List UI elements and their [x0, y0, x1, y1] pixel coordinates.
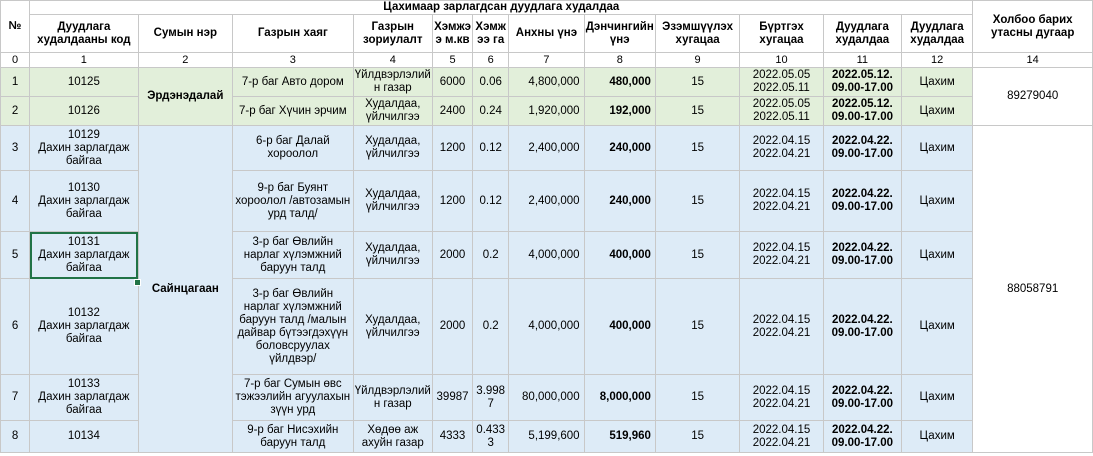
row-price[interactable]: 4,800,000	[509, 68, 584, 97]
table-row	[1, 68, 1093, 97]
row-price[interactable]: 4,000,000	[509, 279, 584, 375]
row-term[interactable]: 15	[655, 232, 739, 279]
reg-start: 2022.05.05	[752, 69, 811, 81]
header-ha[interactable]: Хэмжээ га	[473, 15, 509, 53]
header-price[interactable]: Анхны үнэ	[509, 15, 584, 53]
row-ha[interactable]: 0.06	[473, 68, 509, 97]
reg-end: 2022.04.21	[752, 148, 811, 160]
row-price[interactable]: 80,000,000	[509, 375, 584, 421]
index-cell[interactable]: 9	[655, 53, 739, 68]
auction-day: 2022.04.22.	[831, 188, 893, 200]
row-type[interactable]: Цахим	[902, 171, 973, 232]
row-price[interactable]: 2,400,000	[509, 171, 584, 232]
row-registration[interactable]	[740, 68, 823, 97]
row-no[interactable]: 1	[1, 68, 30, 97]
auction-day: 2022.04.22.	[831, 313, 893, 326]
row-registration[interactable]	[740, 97, 823, 126]
header-code[interactable]: Дуудлага худалдааны код	[30, 15, 138, 53]
reg-end: 2022.05.11	[753, 111, 810, 123]
row-term[interactable]: 15	[655, 421, 739, 453]
index-cell[interactable]: 0	[1, 53, 30, 68]
auction-day: 2022.05.12.	[831, 69, 893, 81]
reg-end: 2022.05.11	[753, 82, 810, 94]
row-m2[interactable]: 4333	[432, 421, 472, 453]
reg-start: 2022.04.15	[752, 135, 811, 147]
row-registration[interactable]	[740, 232, 823, 279]
reg-start: 2022.04.15	[752, 313, 811, 326]
row-auction-date[interactable]	[823, 375, 901, 421]
row-no[interactable]: 4	[1, 171, 30, 232]
row-type[interactable]: Цахим	[902, 126, 973, 171]
row-registration[interactable]	[740, 375, 823, 421]
code-number: 10131	[67, 235, 100, 248]
row-deposit[interactable]: 8,000,000	[584, 375, 655, 421]
code-number: 10133	[67, 378, 100, 390]
row-term[interactable]: 15	[655, 126, 739, 171]
row-purpose[interactable]: Худалдаа, үйлчилгээ	[353, 232, 432, 279]
index-cell[interactable]: 1	[30, 53, 138, 68]
row-no[interactable]: 2	[1, 97, 30, 126]
row-m2[interactable]: 1200	[432, 126, 472, 171]
row-code[interactable]: 10125	[30, 68, 138, 97]
row-code[interactable]: 10126	[30, 97, 138, 126]
code-number: 10130	[67, 181, 100, 194]
sum-name[interactable]: Эрдэнэдалай	[138, 68, 232, 126]
table-row	[1, 126, 1093, 171]
auction-hours: 09.00-17.00	[831, 111, 894, 123]
row-deposit[interactable]: 400,000	[584, 232, 655, 279]
row-deposit[interactable]: 519,960	[584, 421, 655, 453]
row-type[interactable]: Цахим	[902, 279, 973, 375]
row-m2[interactable]: 6000	[432, 68, 472, 97]
row-purpose[interactable]: Үйлдвэрлэлийн газар	[353, 375, 432, 421]
row-auction-date[interactable]	[823, 126, 901, 171]
row-m2[interactable]: 2400	[432, 97, 472, 126]
row-address[interactable]: 3-р баг Өвлийн нарлаг хүлэмжний баруун талд	[233, 232, 354, 279]
row-address[interactable]: 9-р баг Нисэхийн баруун талд	[233, 421, 354, 453]
auction-hours: 09.00-17.00	[831, 148, 894, 160]
auction-hours: 09.00-17.00	[831, 255, 894, 267]
index-cell[interactable]: 10	[740, 53, 823, 68]
header-address[interactable]: Газрын хаяг	[233, 15, 354, 53]
reg-end: 2022.04.21	[752, 201, 811, 213]
code-note: Дахин зарлагдаж байгаа	[38, 194, 130, 220]
row-term[interactable]: 15	[655, 279, 739, 375]
row-registration[interactable]	[740, 171, 823, 232]
row-price[interactable]: 5,199,600	[509, 421, 584, 453]
row-ha[interactable]: 0.2	[473, 232, 509, 279]
row-no[interactable]: 6	[1, 279, 30, 375]
index-cell[interactable]: 4	[353, 53, 432, 68]
row-type[interactable]: Цахим	[902, 375, 973, 421]
header-auction-date[interactable]: Дуудлага худалдаа	[823, 15, 901, 53]
row-type[interactable]: Цахим	[902, 232, 973, 279]
row-auction-date[interactable]	[823, 232, 901, 279]
row-registration[interactable]	[740, 421, 823, 453]
row-term[interactable]: 15	[655, 171, 739, 232]
row-type[interactable]: Цахим	[902, 68, 973, 97]
header-no[interactable]: №	[1, 1, 30, 53]
row-purpose[interactable]: Худалдаа, үйлчилгээ	[353, 279, 432, 375]
row-ha[interactable]: 0.24	[473, 97, 509, 126]
code-note: Дахин зарлагдаж байгаа	[38, 320, 130, 345]
index-cell[interactable]: 8	[584, 53, 655, 68]
auction-day: 2022.04.22.	[831, 423, 893, 436]
index-cell[interactable]: 7	[509, 53, 584, 68]
auction-hours: 09.00-17.00	[831, 326, 894, 339]
row-price[interactable]: 2,400,000	[509, 126, 584, 171]
auction-hours: 09.00-17.00	[831, 82, 894, 94]
index-cell[interactable]: 11	[823, 53, 901, 68]
auction-day: 2022.04.22.	[831, 242, 893, 254]
auction-hours: 09.00-17.00	[831, 201, 894, 213]
code-number: 10129	[67, 128, 100, 141]
row-no[interactable]: 5	[1, 232, 30, 279]
contact-phone[interactable]: 88058791	[973, 126, 1093, 453]
auction-day: 2022.04.22.	[831, 384, 893, 397]
code-note: Дахин зарлагдаж байгаа	[38, 248, 130, 274]
reg-end: 2022.04.21	[752, 436, 811, 449]
row-address[interactable]: 9-р баг Буянт хороолол /автозамын урд талд/	[233, 171, 354, 232]
row-no[interactable]: 8	[1, 421, 30, 453]
index-row	[1, 53, 1093, 68]
index-cell[interactable]: 3	[233, 53, 354, 68]
reg-start: 2022.05.05	[752, 98, 811, 110]
row-address[interactable]: 3-р баг Өвлийн нарлаг хүлэмжний баруун талд /малын дайвар бүтээгдэхүүн боловсруулах үйлдвэр/	[233, 279, 354, 375]
reg-start: 2022.04.15	[752, 384, 811, 397]
row-address[interactable]: 6-р баг Далай хороолол	[233, 126, 354, 171]
header-m2[interactable]: Хэмжээ м.кв	[432, 15, 472, 53]
header-title[interactable]: Цахимаар зарлагдсан дуудлага худалдаа	[30, 1, 973, 15]
row-address[interactable]: 7-р баг Авто дором	[233, 68, 354, 97]
row-type[interactable]: Цахим	[902, 421, 973, 453]
row-auction-date[interactable]	[823, 171, 901, 232]
row-code[interactable]	[30, 171, 138, 232]
row-auction-date[interactable]	[823, 97, 901, 126]
sum-name[interactable]: Сайнцагаан	[138, 126, 232, 453]
code-note: Дахин зарлагдаж байгаа	[38, 391, 130, 416]
code-number: 10132	[67, 307, 100, 319]
row-code[interactable]	[30, 375, 138, 421]
header-auction-type[interactable]: Дуудлага худалдаа	[902, 15, 973, 53]
auction-day: 2022.04.22.	[831, 135, 893, 147]
row-price[interactable]: 1,920,000	[509, 97, 584, 126]
row-type[interactable]: Цахим	[902, 97, 973, 126]
header-term[interactable]: Эзэмшүүлэх хугацаа	[655, 15, 739, 53]
row-m2[interactable]: 1200	[432, 171, 472, 232]
row-no[interactable]: 3	[1, 126, 30, 171]
row-code[interactable]	[30, 279, 138, 375]
row-term[interactable]: 15	[655, 375, 739, 421]
index-cell[interactable]: 12	[902, 53, 973, 68]
fill-handle[interactable]	[134, 279, 141, 286]
auction-day: 2022.05.12.	[831, 98, 893, 110]
row-term[interactable]: 15	[655, 68, 739, 97]
row-registration[interactable]	[740, 126, 823, 171]
contact-phone[interactable]: 89279040	[973, 68, 1093, 126]
header-sum[interactable]: Сумын нэр	[138, 15, 232, 53]
row-ha[interactable]: 0.2	[473, 279, 509, 375]
row-ha[interactable]: 0.4333	[473, 421, 509, 453]
row-ha[interactable]: 3.9987	[473, 375, 509, 421]
reg-end: 2022.04.21	[752, 326, 811, 339]
row-registration[interactable]	[740, 279, 823, 375]
row-address[interactable]: 7-р баг Хүчин эрчим	[233, 97, 354, 126]
auction-hours: 09.00-17.00	[831, 397, 894, 410]
row-purpose[interactable]: Үйлдвэрлэлийн газар	[353, 68, 432, 97]
reg-start: 2022.04.15	[752, 188, 811, 200]
row-deposit[interactable]: 400,000	[584, 279, 655, 375]
row-ha[interactable]: 0.12	[473, 126, 509, 171]
row-ha[interactable]: 0.12	[473, 171, 509, 232]
row-price[interactable]: 4,000,000	[509, 232, 584, 279]
row-code[interactable]: 10134	[30, 421, 138, 453]
row-purpose[interactable]: Худалдаа, үйлчилгээ	[353, 97, 432, 126]
reg-end: 2022.04.21	[752, 255, 811, 267]
row-purpose[interactable]: Худалдаа, үйлчилгээ	[353, 126, 432, 171]
row-auction-date[interactable]	[823, 421, 901, 453]
row-deposit[interactable]: 480,000	[584, 68, 655, 97]
row-deposit[interactable]: 240,000	[584, 126, 655, 171]
index-cell[interactable]: 2	[138, 53, 232, 68]
row-m2[interactable]: 2000	[432, 232, 472, 279]
row-code[interactable]	[30, 126, 138, 171]
header-contact[interactable]: Холбоо барих утасны дугаар	[973, 1, 1093, 53]
header-registration[interactable]: Бүртгэх хугацаа	[740, 15, 823, 53]
row-deposit[interactable]: 240,000	[584, 171, 655, 232]
reg-start: 2022.04.15	[752, 242, 811, 254]
row-auction-date[interactable]	[823, 279, 901, 375]
row-code[interactable]	[30, 232, 138, 279]
header-purpose[interactable]: Газрын зориулалт	[353, 15, 432, 53]
index-cell[interactable]: 6	[473, 53, 509, 68]
code-note: Дахин зарлагдаж байгаа	[38, 141, 130, 167]
row-term[interactable]: 15	[655, 97, 739, 126]
row-deposit[interactable]: 192,000	[584, 97, 655, 126]
row-address[interactable]: 7-р баг Сумын өвс тэжээлийн агуулахын зүүн урд	[233, 375, 354, 421]
index-cell[interactable]: 5	[432, 53, 472, 68]
header-deposit[interactable]: Дэнчингийн үнэ	[584, 15, 655, 53]
reg-end: 2022.04.21	[752, 397, 811, 410]
row-auction-date[interactable]	[823, 68, 901, 97]
row-no[interactable]: 7	[1, 375, 30, 421]
row-purpose[interactable]: Худалдаа, үйлчилгээ	[353, 171, 432, 232]
row-m2[interactable]: 39987	[432, 375, 472, 421]
index-cell[interactable]: 14	[973, 53, 1093, 68]
row-m2[interactable]: 2000	[432, 279, 472, 375]
auction-hours: 09.00-17.00	[831, 436, 894, 449]
row-purpose[interactable]: Хөдөө аж ахуйн газар	[353, 421, 432, 453]
reg-start: 2022.04.15	[752, 423, 811, 436]
